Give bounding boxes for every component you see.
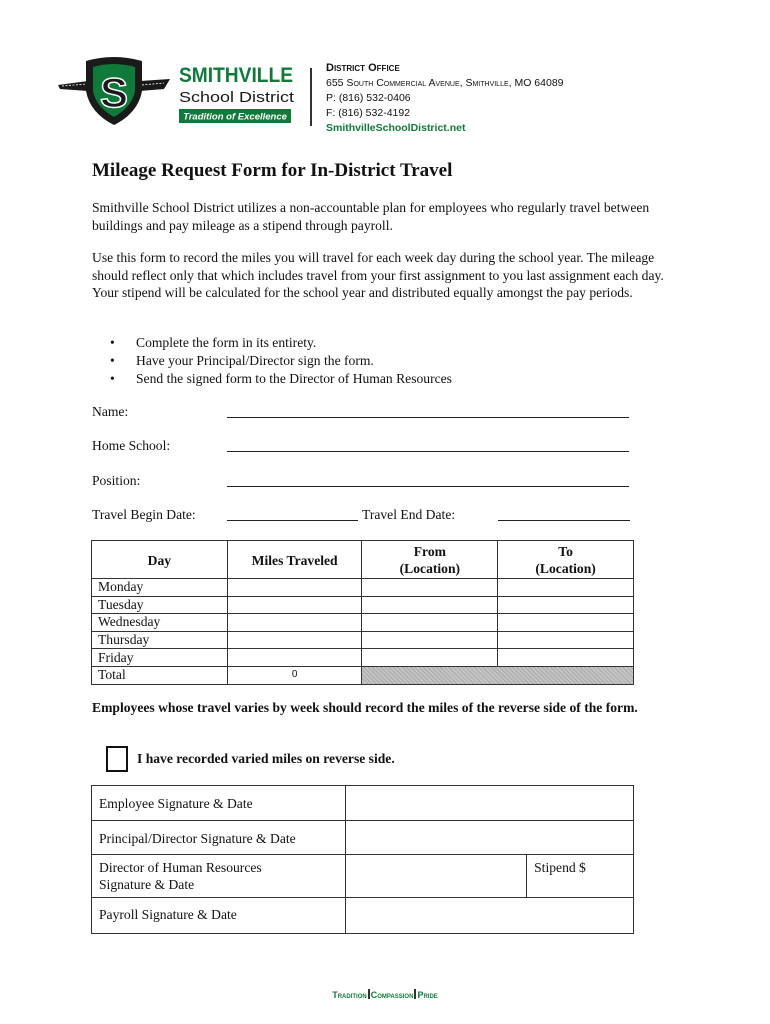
contact-block	[326, 61, 564, 136]
office-label: District Office	[326, 62, 400, 74]
position-field[interactable]	[227, 473, 629, 487]
form-title: Mileage Request Form for In-District Travel	[92, 160, 453, 181]
table-row	[92, 596, 634, 614]
miles-cell[interactable]	[227, 631, 362, 649]
instructions-paragraph: Use this form to record the miles you will travel for each week day during the school year. The mileage should reflect only that which includes travel from your first assignment to you last assignment each day. Your stipend will be calculated for the school year and distributed equally amongst the pay periods.	[92, 250, 664, 300]
day-cell: Tuesday	[92, 596, 228, 614]
table-row	[92, 855, 634, 898]
total-label: Total	[92, 666, 228, 684]
header-day: Day	[92, 541, 228, 579]
hr-signature-label: Director of Human Resources Signature & Date	[92, 855, 346, 898]
varied-miles-label: I have recorded varied miles on reverse side.	[137, 751, 395, 766]
stipend-field[interactable]: Stipend $	[527, 855, 634, 898]
table-row	[92, 579, 634, 597]
header-from: From (Location)	[362, 541, 498, 579]
home-school-field[interactable]	[227, 438, 629, 452]
home-school-label: Home School:	[92, 438, 171, 453]
to-cell[interactable]	[498, 596, 634, 614]
day-cell: Wednesday	[92, 614, 228, 632]
from-cell[interactable]	[362, 596, 498, 614]
day-cell: Thursday	[92, 631, 228, 649]
footer-motto: Tradition Compassion Pride	[332, 990, 438, 1000]
svg-text:School District: School District	[179, 90, 294, 106]
table-row	[92, 614, 634, 632]
svg-text:SMITHVILLE: SMITHVILLE	[179, 64, 293, 87]
table-total-row	[92, 666, 634, 684]
table-header-row	[92, 541, 634, 579]
to-cell[interactable]	[498, 579, 634, 597]
name-field[interactable]	[227, 404, 629, 418]
table-row	[92, 631, 634, 649]
miles-cell[interactable]	[227, 614, 362, 632]
employee-signature-field[interactable]	[345, 786, 633, 821]
list-item: • Have your Principal/Director sign the form.	[110, 352, 452, 370]
to-cell[interactable]	[498, 614, 634, 632]
website-link[interactable]: SmithvilleSchoolDistrict.net	[326, 122, 466, 134]
from-cell[interactable]	[362, 631, 498, 649]
wing-left-icon	[58, 81, 88, 91]
office-fax: F: (816) 532-4192	[326, 107, 411, 119]
to-cell[interactable]	[498, 631, 634, 649]
principal-signature-field[interactable]	[345, 821, 633, 855]
begin-date-label: Travel Begin Date:	[92, 507, 196, 522]
table-row	[92, 649, 634, 667]
from-cell[interactable]	[362, 579, 498, 597]
total-miles-value: 0	[227, 666, 362, 684]
table-row	[92, 786, 634, 821]
list-item: • Complete the form in its entirety.	[110, 334, 452, 352]
office-phone: P: (816) 532-0406	[326, 92, 411, 104]
to-cell[interactable]	[498, 649, 634, 667]
instruction-list	[110, 334, 452, 388]
end-date-field[interactable]	[498, 507, 630, 521]
position-label: Position:	[92, 473, 141, 488]
varied-miles-checkbox[interactable]	[106, 746, 128, 772]
header-miles: Miles Traveled	[227, 541, 362, 579]
wing-right-icon	[140, 79, 170, 91]
from-cell[interactable]	[362, 614, 498, 632]
office-address: 655 South Commercial Avenue, Smithville, MO 64089	[326, 77, 564, 89]
day-cell: Friday	[92, 649, 228, 667]
header-divider	[310, 68, 312, 126]
day-cell: Monday	[92, 579, 228, 597]
end-date-label: Travel End Date:	[362, 507, 456, 522]
miles-cell[interactable]	[227, 579, 362, 597]
from-cell[interactable]	[362, 649, 498, 667]
begin-date-field[interactable]	[227, 507, 358, 521]
intro-paragraph: Smithville School District utilizes a non-accountable plan for employees who regularly travel between buildings and pay mileage as a stipend through payroll.	[92, 200, 650, 233]
miles-cell[interactable]	[227, 649, 362, 667]
table-row	[92, 898, 634, 934]
principal-signature-label: Principal/Director Signature & Date	[92, 821, 346, 855]
payroll-signature-label: Payroll Signature & Date	[92, 898, 346, 934]
employee-signature-label: Employee Signature & Date	[92, 786, 346, 821]
district-logo	[58, 55, 298, 127]
svg-text:Tradition of Excellence: Tradition of Excellence	[183, 111, 287, 123]
list-item: • Send the signed form to the Director of Human Resources	[110, 370, 452, 388]
header-to: To (Location)	[498, 541, 634, 579]
varied-travel-note: Employees whose travel varies by week should record the miles of the reverse side of the form.	[92, 700, 638, 715]
table-row	[92, 821, 634, 855]
shaded-cell	[362, 666, 634, 684]
miles-cell[interactable]	[227, 596, 362, 614]
mileage-table	[91, 540, 634, 685]
hr-signature-field[interactable]	[345, 855, 527, 898]
svg-text:S: S	[99, 69, 129, 116]
name-label: Name:	[92, 404, 129, 419]
payroll-signature-field[interactable]	[345, 898, 633, 934]
signature-table	[91, 785, 634, 934]
